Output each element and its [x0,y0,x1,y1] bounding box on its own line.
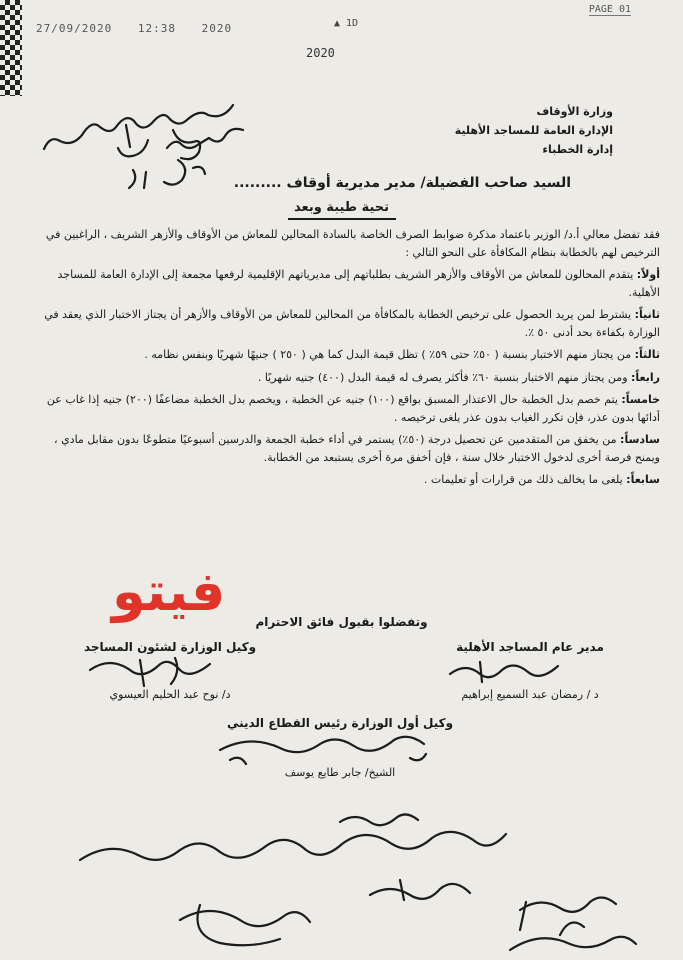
letter-greeting: تحية طيبة وبعد [293,200,390,215]
clause-6 [30,431,660,466]
clause-4-text: ومن يجتاز منهم الاختبار بنسبة ٦٠٪ فأكثر يصرف له قيمة البدل (٤٠٠) جنيه شهريًا . [257,370,632,384]
signature-center [200,730,450,770]
fax-year: 2020 [201,22,233,35]
clause-2 [30,306,660,341]
handwritten-notes-bottom [40,800,660,960]
greeting-underline [288,218,396,220]
letter-closing: وتفضلوا بقبول فائق الاحترام [255,615,428,629]
fax-transmission-header [36,22,250,35]
department-name: الإدارة العامة للمساجد الأهلية [454,124,613,137]
body-intro: فقد تفضل معالي أ.د/ الوزير باعتماد مذكرة ضوابط الصرف الخاصة بالسادة المحالين للمعاش من الأوقاف والأزهر الشريف ، الراغبين في الترخيص لهم بالخطابة بنظام المكافأة على النحو التالي : [45,228,660,259]
ministry-letterhead [393,102,613,159]
ministry-name: وزارة الأوقاف [536,105,613,118]
signatory-right-title: مدير عام المساجد الأهلية [456,640,604,654]
signature-left [80,652,230,690]
section-name: إدارة الخطباء [542,143,613,156]
clause-4-heading: رابعاً: [631,370,660,384]
letter-body [30,226,660,494]
clause-3-text: من يجتاز منهم الاختبار بنسبة ( ٥٠٪ حتى ٥٩٪ ) تظل قيمة البدل كما هي ( ٢٥٠ ) جنيهًا شهريًا وبنفس نظامه . [144,348,635,361]
vito-watermark-logo: فيتو [112,560,226,623]
clause-5-heading: خامساً: [621,393,660,406]
signatory-center-name: الشيخ/ جابر طايع يوسف [284,766,396,779]
clause-4 [30,369,660,387]
clause-7-heading: سابعاً: [626,473,660,486]
clause-7 [30,471,660,489]
handwritten-note-top [28,90,258,200]
signature-right [440,654,590,688]
clause-3 [30,346,660,364]
fax-code: ▲ 1D [334,18,359,29]
signatory-left-name: د/ نوح عبد الحليم العيسوي [109,688,231,701]
page-number-mark: PAGE 01 [588,4,631,15]
fax-date: 27/09/2020 [36,22,113,35]
clause-2-text: يشترط لمن يريد الحصول على ترخيص الخطابة بالمكافأة من المحالين للمعاش من الأوقاف والأزهر أن يجتاز الاختبار الذي يعقد في الوزارة بكفاءة بحد أدنى ٥٠ ٪. [44,308,660,339]
clause-1 [30,266,660,301]
clause-6-heading: سادساً: [620,433,660,446]
fax-time: 12:38 [137,22,176,35]
clause-1-heading: أولاً: [636,268,660,281]
clause-3-heading: ثالثاً: [634,348,660,361]
document-year: 2020 [306,46,335,60]
signatory-center-title: وكيل أول الوزارة رئيس القطاع الديني [226,716,454,730]
signatory-left-title: وكيل الوزارة لشئون المساجد [83,640,257,654]
clause-5-text: يتم خصم بدل الخطبة حال الاعتذار المسبق بواقع (١٠٠) جنيه عن الخطبة ، ويخصم بدل الخطبة مضاعفًا (٢٠٠) جنيه إذا غاب عن أدائها بدون عذر، فإن تكرر الغياب بدون عذر يلغى ترخيصه . [46,393,660,424]
signatory-right-name: د / رمضان عبد السميع إبراهيم [461,688,599,701]
fax-edge-pattern [0,0,22,96]
letter-salutation: السيد صاحب الفضيلة/ مدير مديرية أوقاف ......... [233,175,571,191]
clause-6-text: من يخفق من المتقدمين عن تحصيل درجة (٥٠٪) يستمر في أداء خطبة الجمعة والدرسين أسبوعيًا متطوعًا بدون مقابل مادي ، ويمنح فرصة أخرى لدخول الاختبار خلال سنة ، فإن أخفق مرة أخرى يستبعد من الخطابة. [54,433,660,464]
clause-7-text: يلغى ما يخالف ذلك من قرارات أو تعليمات . [423,473,627,486]
clause-2-heading: ثانياً: [634,308,660,321]
clause-5 [30,391,660,426]
clause-1-text: يتقدم المحالون للمعاش من الأوقاف والأزهر الشريف بطلباتهم إلى مديرياتهم الإقليمية لرفعها مجمعة إلى الإدارة العامة للمساجد الأهلية. [57,268,660,299]
